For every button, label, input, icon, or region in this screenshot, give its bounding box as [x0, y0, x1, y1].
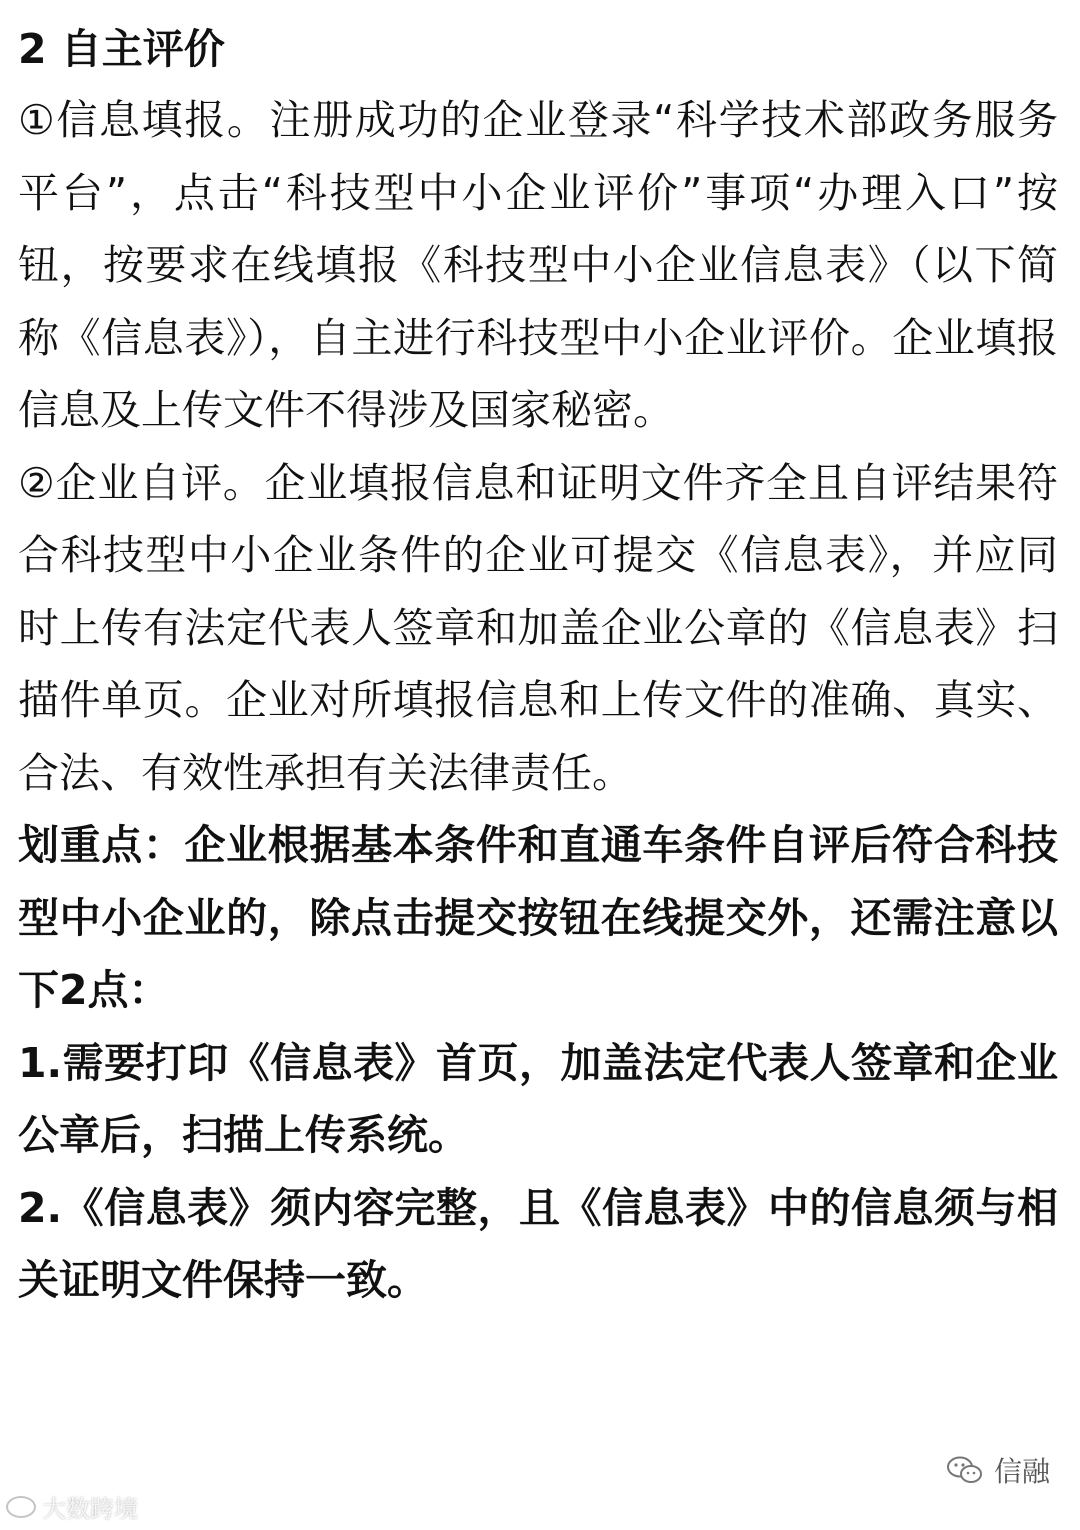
highlight-intro: 划重点：企业根据基本条件和直通车条件自评后符合科技型中小企业的，除点击提交按钮在线提交外，还需注意以下2点：	[18, 821, 1058, 1014]
brand-logo-icon	[6, 1496, 36, 1518]
watermark-left-text: 大数跨境	[42, 1495, 138, 1523]
wechat-icon	[946, 1455, 984, 1485]
highlight-point-1: 1.需要打印《信息表》首页，加盖法定代表人签章和企业公章后，扫描上传系统。	[18, 1038, 1058, 1159]
watermark-left	[6, 1489, 138, 1524]
watermark-right	[946, 1450, 1050, 1490]
watermark-right-text: 信融	[993, 1455, 1050, 1488]
paragraph-self-evaluation: ②企业自评。企业填报信息和证明文件齐全且自评结果符合科技型中小企业条件的企业可提交《信息表》，并应同时上传有法定代表人签章和加盖企业公章的《信息表》扫描件单页。企业对所填报信息和上传文件的准确、真实、合法、有效性承担有关法律责任。	[18, 458, 1058, 797]
article-body	[18, 14, 1058, 1317]
section-heading: 2 自主评价	[18, 25, 225, 73]
paragraph-info-filing: ①信息填报。注册成功的企业登录“科学技术部政务服务平台”，点击“科技型中小企业评价”事项“办理入口”按钮，按要求在线填报《科技型中小企业信息表》（以下简称《信息表》），自主进行科技型中小企业评价。企业填报信息及上传文件不得涉及国家秘密。	[18, 96, 1058, 434]
highlight-point-2: 2.《信息表》须内容完整，且《信息表》中的信息须与相关证明文件保持一致。	[18, 1183, 1058, 1304]
